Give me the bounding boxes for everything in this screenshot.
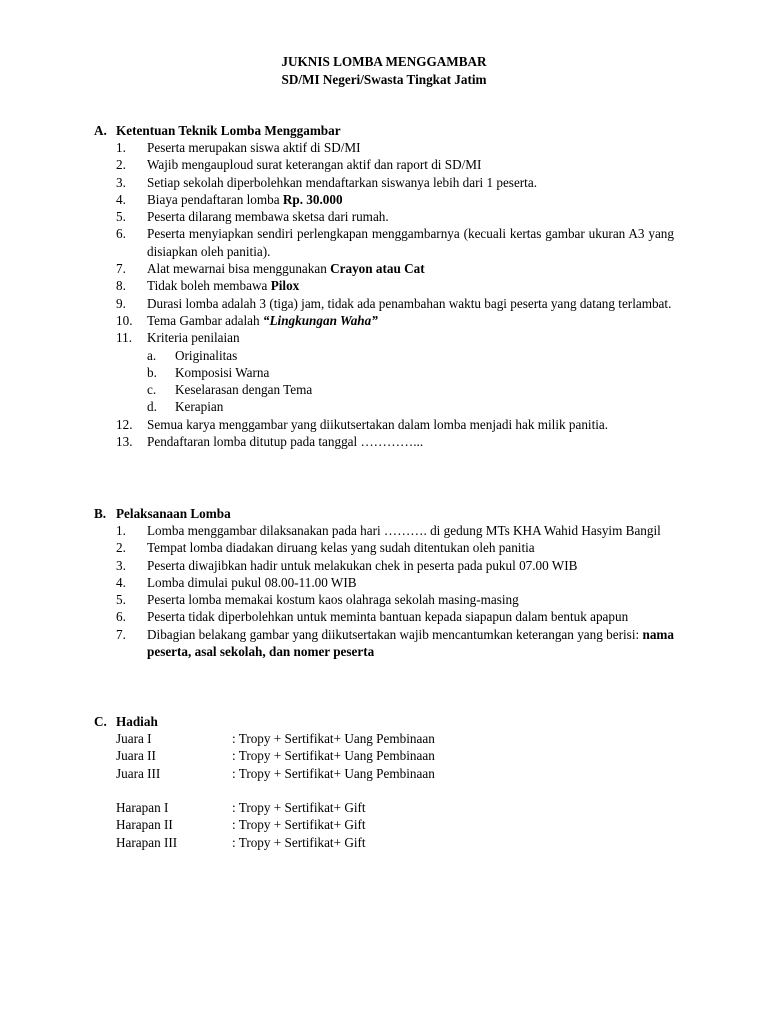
registration-fee: Rp. 30.000: [282, 191, 343, 207]
criteria-item: [147, 364, 674, 381]
item-text: Kriteria penilaian: [147, 330, 240, 346]
criteria-text: Originalitas: [175, 347, 238, 363]
item-number: 7.: [116, 261, 126, 277]
list-item: [116, 539, 674, 556]
list-item: [116, 416, 674, 433]
item-number: 12.: [116, 416, 133, 432]
prize-value: : Tropy + Sertifikat+ Uang Pembinaan: [232, 731, 435, 746]
item-text: Wajib mengauploud surat keterangan aktif dan raport di SD/MI: [147, 157, 482, 173]
item-number: 2.: [116, 157, 126, 173]
item-number: 5.: [116, 592, 126, 608]
document-subtitle: SD/MI Negeri/Swasta Tingkat Jatim: [281, 72, 487, 87]
item-text: Peserta dilarang membawa sketsa dari rumah.: [147, 209, 389, 225]
item-text: Peserta merupakan siswa aktif di SD/MI: [147, 140, 361, 155]
item-number: 3.: [116, 557, 126, 573]
criteria-item: [147, 398, 674, 415]
list-item: [116, 329, 674, 346]
item-text: Peserta lomba memakai kostum kaos olahraga sekolah masing-masing: [147, 592, 519, 608]
item-text: Tempat lomba diadakan diruang kelas yang sudah ditentukan oleh panitia: [147, 540, 535, 556]
section-b-letter: B.: [94, 506, 107, 521]
criteria-text: Keselarasan dengan Tema: [175, 382, 313, 398]
section-c-heading: [94, 713, 158, 730]
list-item: [116, 557, 674, 574]
item-text: Semua karya menggambar yang diikutsertakan dalam lomba menjadi hak milik panitia.: [147, 416, 609, 432]
item-number: 4.: [116, 191, 126, 207]
list-item: [116, 312, 674, 329]
prize-row: [116, 799, 516, 816]
list-item: [116, 574, 674, 591]
item-number: 9.: [116, 295, 126, 311]
criteria-letter: b.: [147, 364, 157, 380]
section-c-letter: C.: [94, 714, 107, 729]
list-item: [116, 208, 674, 225]
item-text: Tidak boleh membawa: [147, 278, 271, 294]
item-number: 10.: [116, 312, 133, 328]
section-a-title: Ketentuan Teknik Lomba Menggambar: [116, 123, 341, 138]
item-text: Peserta menyiapkan sendiri perlengkapan menggambarnya (kecuali kertas gambar ukuran A3 yang disiapkan oleh panitia).: [147, 226, 674, 259]
prize-label: Juara I: [116, 731, 152, 746]
prize-label: Juara II: [116, 748, 156, 764]
prize-value: : Tropy + Sertifikat+ Gift: [232, 817, 366, 833]
drawing-theme: “Lingkungan Waha”: [262, 312, 378, 328]
item-text: Biaya pendaftaran lomba: [147, 191, 283, 207]
item-text: Peserta tidak diperbolehkan untuk meminta bantuan kepada siapapun dalam bentuk apapun: [147, 609, 629, 625]
criteria-text: Komposisi Warna: [175, 364, 270, 380]
item-text: Durasi lomba adalah 3 (tiga) jam, tidak ada penambahan waktu bagi peserta yang datang terlambat.: [147, 295, 672, 311]
section-b-list: [116, 522, 674, 660]
item-number: 1.: [116, 140, 126, 155]
section-a-heading: [94, 122, 341, 139]
prize-label: Harapan II: [116, 817, 173, 833]
prize-row: [116, 834, 516, 851]
item-number: 1.: [116, 523, 126, 538]
prize-row: [116, 765, 516, 782]
item-number: 6.: [116, 609, 126, 625]
item-number: 13.: [116, 434, 133, 450]
criteria-letter: d.: [147, 399, 157, 415]
item-number: 5.: [116, 209, 126, 225]
list-item: [116, 591, 674, 608]
list-item: [116, 225, 674, 260]
item-number: 8.: [116, 278, 126, 294]
prize-list: [116, 730, 516, 851]
section-b-title: Pelaksanaan Lomba: [116, 506, 231, 521]
criteria-letter: c.: [147, 382, 157, 398]
section-a-letter: A.: [94, 123, 107, 138]
list-item: [116, 608, 674, 625]
item-text: Lomba dimulai pukul 08.00-11.00 WIB: [147, 574, 357, 590]
document-title: JUKNIS LOMBA MENGGAMBAR: [281, 54, 487, 69]
criteria-item: [147, 347, 674, 364]
prize-row: [116, 747, 516, 764]
section-c-title: Hadiah: [116, 714, 158, 729]
prize-value: : Tropy + Sertifikat+ Uang Pembinaan: [232, 765, 435, 781]
spacer: [116, 782, 516, 799]
list-item: [116, 191, 674, 208]
prize-value: : Tropy + Sertifikat+ Uang Pembinaan: [232, 748, 435, 764]
item-number: 2.: [116, 540, 126, 556]
criteria-item: [147, 381, 674, 398]
item-text: Peserta diwajibkan hadir untuk melakukan chek in peserta pada pukul 07.00 WIB: [147, 557, 578, 573]
item-text: Setiap sekolah diperbolehkan mendaftarkan siswanya lebih dari 1 peserta.: [147, 174, 537, 190]
item-number: 3.: [116, 174, 126, 190]
list-item: [116, 260, 674, 277]
prize-label: Juara III: [116, 765, 161, 781]
item-text: Dibagian belakang gambar yang diikutsertakan wajib mencantumkan keterangan yang berisi:: [147, 626, 643, 642]
forbidden-item: Pilox: [270, 278, 300, 294]
item-text: Alat mewarnai bisa menggunakan: [147, 261, 331, 277]
item-number: 7.: [116, 626, 126, 642]
item-text: Lomba menggambar dilaksanakan pada hari ………. di gedung MTs KHA Wahid Hasyim Bangil: [147, 523, 661, 538]
item-number: 6.: [116, 226, 126, 242]
list-item: [116, 277, 674, 294]
list-item: [116, 139, 674, 156]
section-a-list: [116, 139, 674, 450]
required-info: nama peserta, asal sekolah, dan nomer peserta: [147, 626, 674, 660]
section-b-heading: [94, 505, 231, 522]
prize-value: : Tropy + Sertifikat+ Gift: [232, 800, 366, 816]
list-item: [116, 295, 674, 312]
list-item: [116, 522, 674, 539]
prize-label: Harapan I: [116, 800, 169, 816]
criteria-text: Kerapian: [175, 399, 224, 415]
prize-row: [116, 816, 516, 833]
prize-row: [116, 730, 516, 747]
coloring-tools: Crayon atau Cat: [330, 261, 425, 277]
item-text: Tema Gambar adalah: [147, 312, 263, 328]
prize-label: Harapan III: [116, 834, 178, 850]
item-text: Pendaftaran lomba ditutup pada tanggal …………...: [147, 434, 424, 450]
list-item: [116, 626, 674, 661]
criteria-letter: a.: [147, 347, 157, 363]
item-number: 11.: [116, 330, 132, 346]
item-number: 4.: [116, 574, 126, 590]
list-item: [116, 174, 674, 191]
prize-value: : Tropy + Sertifikat+ Gift: [232, 834, 366, 850]
list-item: [116, 156, 674, 173]
list-item: [116, 433, 674, 450]
